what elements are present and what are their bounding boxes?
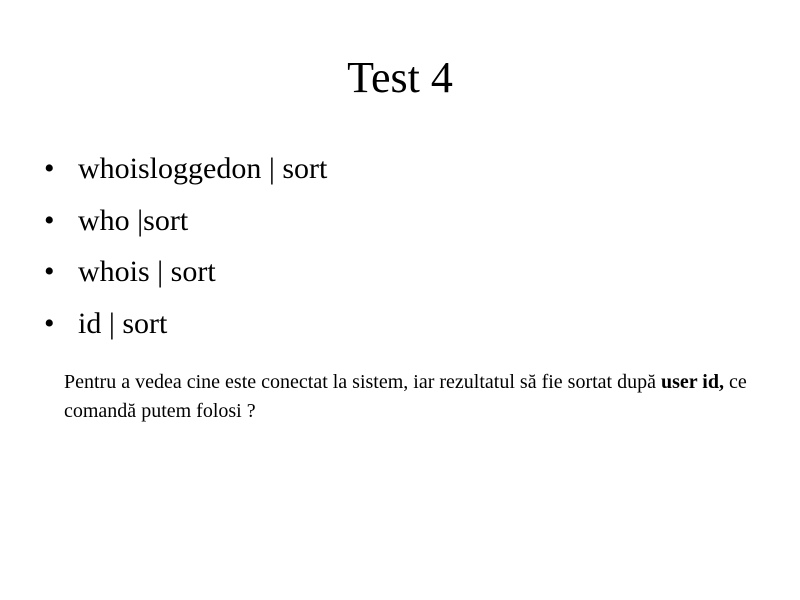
question-bold-term: user id, (660, 371, 724, 393)
question-text (64, 368, 764, 426)
option-text: whoisloggedon | sort (78, 152, 328, 185)
question-part-2: ce comandă putem folosi ? (64, 371, 747, 422)
options-list (44, 146, 327, 352)
bullet-icon: • (44, 203, 55, 237)
bullet-icon: • (44, 255, 55, 288)
bullet-icon: • (44, 152, 55, 185)
option-item-2 (44, 198, 327, 250)
bullet-icon: • (44, 306, 55, 340)
option-text: who |sort (78, 203, 189, 237)
option-item-3 (44, 249, 327, 301)
option-text: whois | sort (78, 255, 216, 288)
slide-title: Test 4 (347, 53, 453, 102)
option-item-1 (44, 146, 327, 198)
question-part-1: Pentru a vedea cine este conectat la sistem, iar rezultatul să fie sortat după (64, 371, 661, 393)
option-item-4 (44, 301, 327, 353)
option-text: id | sort (78, 306, 168, 340)
